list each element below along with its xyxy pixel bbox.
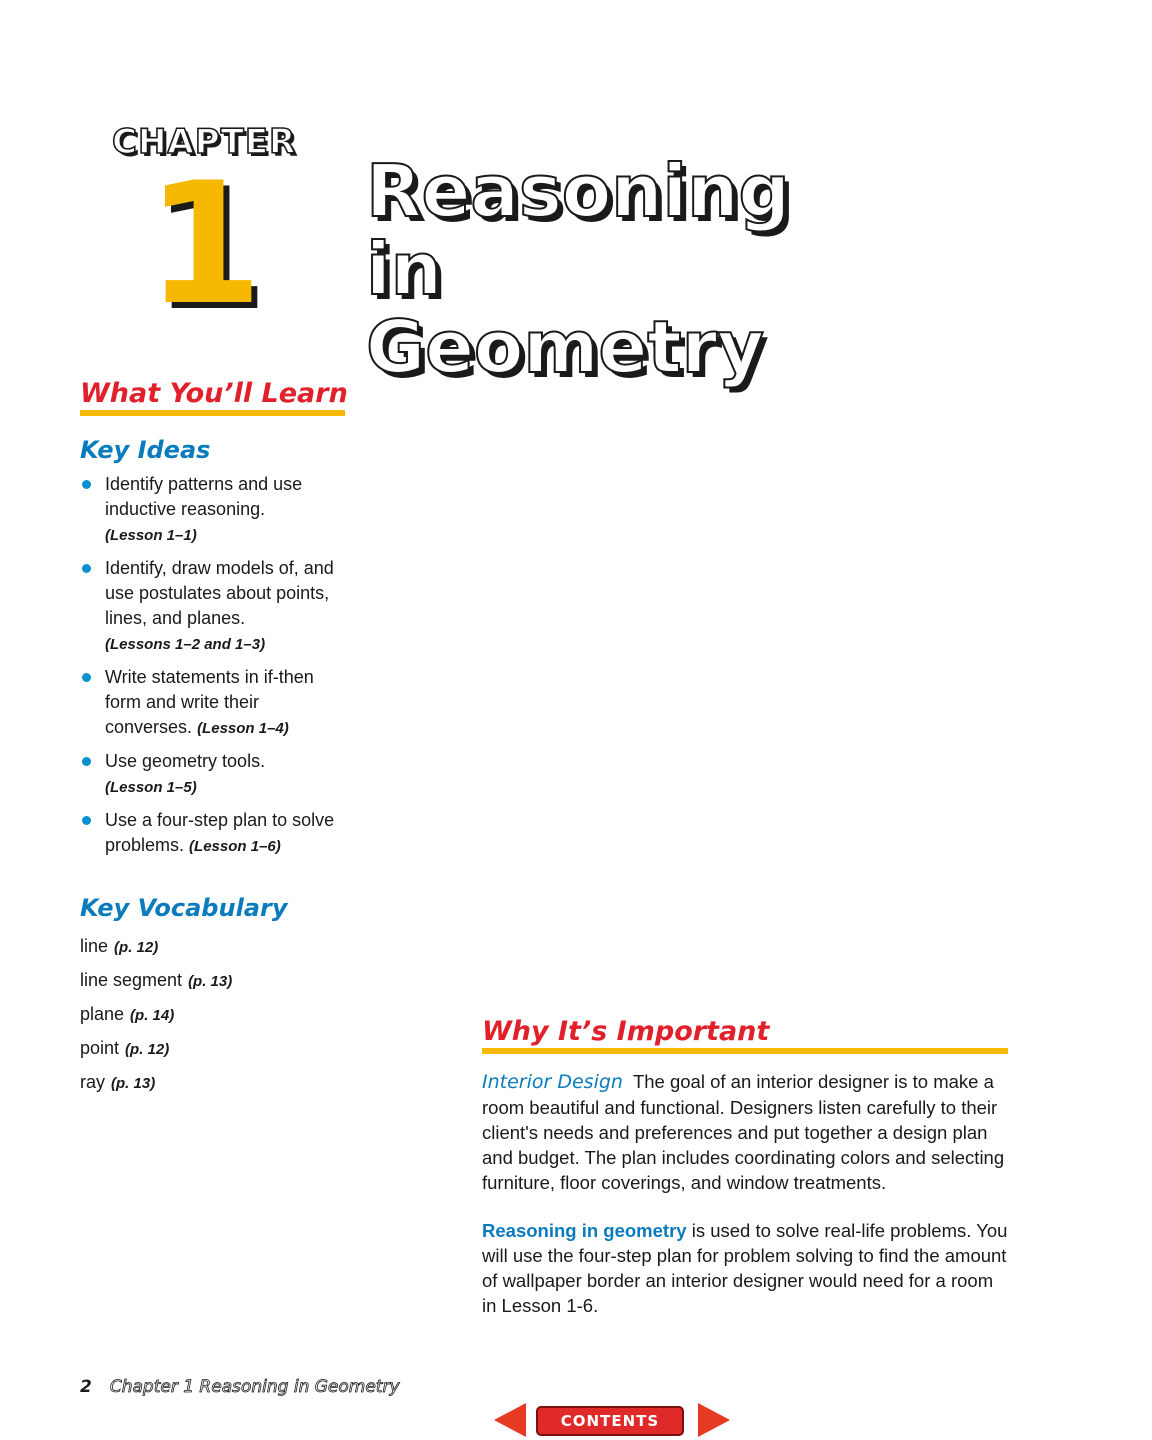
bullet-icon: [82, 564, 91, 573]
key-idea-item: [80, 665, 350, 741]
chapter-title-line2: Geometry: [366, 305, 765, 389]
lesson-ref: (Lesson 1–6): [189, 838, 281, 855]
why-its-important-heading: Why It’s Important: [482, 1016, 770, 1047]
page-ref: (p. 12): [114, 939, 159, 956]
reasoning-paragraph: [482, 1218, 1010, 1318]
key-idea-text: Use a four-step plan to solve problems.: [105, 810, 335, 855]
page-number: 2: [80, 1377, 92, 1397]
vocab-item: [80, 998, 232, 1032]
chapter-title-line1: Reasoning in: [366, 149, 790, 311]
vocab-term: line: [80, 936, 109, 956]
key-vocabulary-list: [80, 930, 232, 1100]
key-ideas-heading: Key Ideas: [80, 436, 211, 464]
key-vocabulary-heading: Key Vocabulary: [80, 894, 288, 922]
vocab-item: [80, 964, 232, 998]
page-ref: (p. 13): [188, 973, 233, 990]
navigation-bar: [494, 1400, 730, 1438]
page-ref: (p. 14): [130, 1007, 175, 1024]
footer-chapter-text: Chapter 1 Reasoning in Geometry: [109, 1377, 400, 1397]
key-ideas-list: [80, 472, 350, 867]
vocab-term: line segment: [80, 970, 183, 990]
chapter-label: CHAPTER: [112, 122, 297, 162]
paragraph-text: The goal of an interior designer is to make a room beautiful and functional. Designers listen carefully to their client's needs and preferences and put together a design plan and budget. The plan includes coordinating colors and selecting furniture, floor coverings, and window treatments.: [482, 1071, 1005, 1193]
key-idea-item: [80, 472, 350, 548]
page-ref: (p. 13): [111, 1075, 156, 1092]
heading-rule: [80, 410, 345, 416]
lesson-ref: (Lesson 1–5): [105, 779, 197, 796]
heading-rule: [482, 1048, 1008, 1054]
page-footer: [80, 1377, 400, 1397]
vocab-item: [80, 1032, 232, 1066]
key-idea-text: Identify patterns and use inductive reasoning.: [105, 474, 303, 519]
interior-design-lead: Interior Design: [482, 1071, 623, 1093]
key-idea-item: [80, 749, 350, 800]
bullet-icon: [82, 673, 91, 682]
lesson-ref: (Lesson 1–1): [105, 527, 197, 544]
vocab-term: point: [80, 1038, 120, 1058]
vocab-item: [80, 1066, 232, 1100]
next-page-icon[interactable]: [698, 1403, 730, 1437]
lesson-ref: (Lessons 1–2 and 1–3): [105, 636, 266, 653]
bullet-icon: [82, 757, 91, 766]
previous-page-icon[interactable]: [494, 1403, 526, 1437]
vocab-term: plane: [80, 1004, 125, 1024]
contents-button[interactable]: CONTENTS: [536, 1406, 684, 1436]
key-idea-item: [80, 556, 350, 657]
paragraph-text: is used to solve real-life problems. You will use the four-step plan for problem solving to find the amount of wallpaper border an interior designer would need for a room in Lesson 1-6.: [482, 1220, 1008, 1316]
interior-design-paragraph: [482, 1069, 1010, 1195]
bullet-icon: [82, 480, 91, 489]
reasoning-lead: Reasoning in geometry: [482, 1220, 687, 1241]
key-idea-item: [80, 808, 350, 859]
lesson-ref: (Lesson 1–4): [197, 720, 289, 737]
vocab-term: ray: [80, 1072, 106, 1092]
page-ref: (p. 12): [125, 1041, 170, 1058]
key-idea-text: Use geometry tools.: [105, 751, 266, 771]
key-idea-text: Identify, draw models of, and use postulates about points, lines, and planes.: [105, 558, 334, 628]
what-youll-learn-heading: What You’ll Learn: [80, 378, 348, 409]
vocab-item: [80, 930, 232, 964]
chapter-title: [366, 149, 886, 389]
key-idea-text: Write statements in if-then form and write their converses.: [105, 667, 314, 737]
chapter-number: 1: [146, 146, 263, 342]
bullet-icon: [82, 816, 91, 825]
